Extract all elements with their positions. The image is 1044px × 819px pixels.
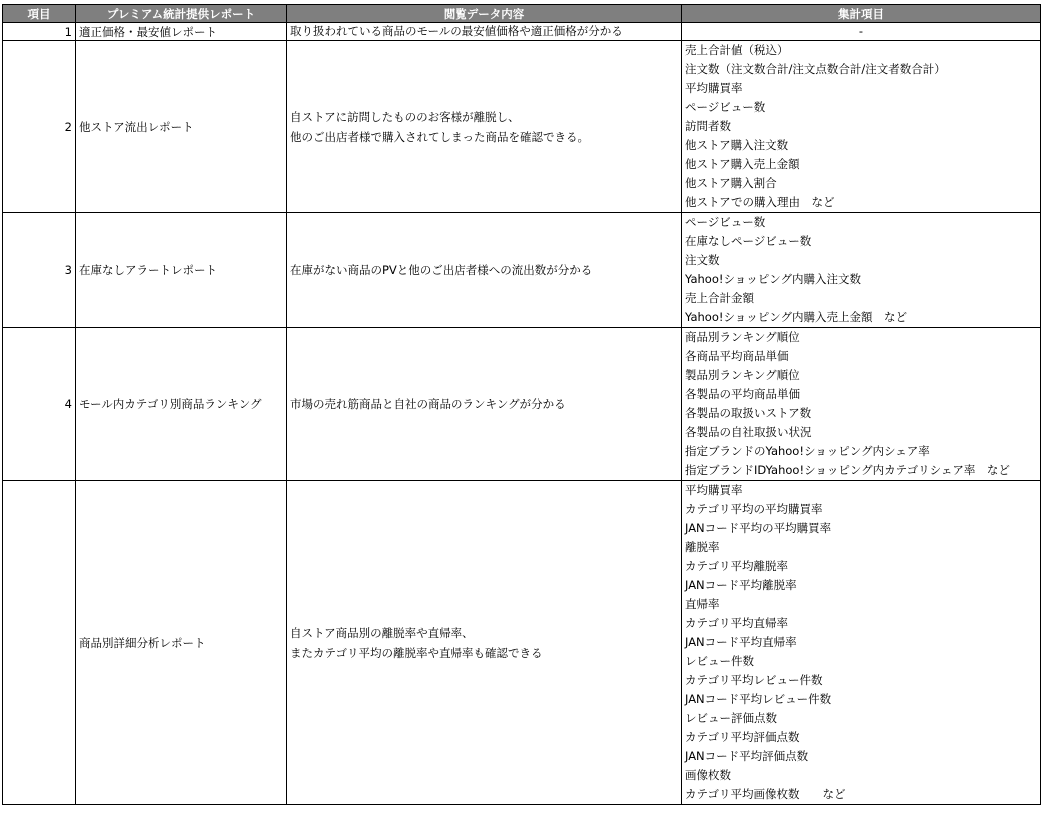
metric-item: ページビュー数 [685,100,766,114]
header-content: 閲覧データ内容 [287,5,682,23]
content-line: またカテゴリ平均の離脱率や直帰率も確認できる [290,645,543,660]
metric-item: カテゴリ平均レビュー件数 [685,673,823,687]
content-line: 在庫がない商品のPVと他のご出店者様への流出数が分かる [290,263,593,277]
report-name: 他ストア流出レポート [76,41,287,213]
table-row [3,41,1041,213]
table-row [3,23,1041,41]
report-content [287,328,682,481]
metric-item: 各商品平均商品単価 [685,349,789,363]
metric-item: 各製品の平均商品単価 [685,387,800,401]
header-row [3,5,1041,23]
header-report-name: プレミアム統計提供レポート [76,5,287,23]
metric-item: Yahoo!ショッピング内購入注文数 [685,272,861,286]
content-line: 自ストア商品別の離脱率や直帰率、 [290,625,474,640]
metric-item: 離脱率 [685,540,720,554]
content-line: 他のご出店者様で購入されてしまった商品を確認できる。 [290,129,589,144]
table-row [3,328,1041,481]
metric-item: 他ストアでの購入理由 など [685,195,835,209]
metric-item: レビュー評価点数 [685,711,777,725]
metric-item: 各製品の自社取扱い状況 [685,425,812,439]
report-content [287,23,682,41]
content-line: 取り扱われている商品のモールの最安値価格や適正価格が分かる [290,24,623,38]
metrics-cell [682,481,1041,805]
metric-item: 平均購買率 [685,81,743,95]
metrics-cell [682,41,1041,213]
metric-item: カテゴリ平均画像枚数 など [685,787,846,801]
metric-item: JANコード平均レビュー件数 [685,692,832,706]
metrics-cell [682,213,1041,328]
metric-item: 直帰率 [685,597,720,611]
report-name: 適正価格・最安値レポート [76,23,287,41]
report-name: 商品別詳細分析レポート [76,481,287,805]
report-content [287,481,682,805]
metric-item: 他ストア購入注文数 [685,138,789,152]
row-number [3,481,76,805]
metric-item: カテゴリ平均の平均購買率 [685,502,823,516]
metric-item: JANコード平均評価点数 [685,749,809,763]
metric-item: 注文数 [685,253,720,267]
row-number: 1 [3,23,76,41]
metric-item: 他ストア購入売上金額 [685,157,800,171]
premium-report-table [2,4,1041,805]
metric-item: レビュー件数 [685,654,754,668]
metric-item: ページビュー数 [685,215,766,229]
metric-item: Yahoo!ショッピング内購入売上金額 など [685,310,907,324]
content-line: 市場の売れ筋商品と自社の商品のランキングが分かる [290,397,566,411]
header-metrics: 集計項目 [682,5,1041,23]
report-name: モール内カテゴリ別商品ランキング [76,328,287,481]
metric-item: カテゴリ平均直帰率 [685,616,789,630]
metric-item: - [858,24,864,38]
metric-item: 訪問者数 [685,119,731,133]
metric-item: 売上合計値（税込） [685,43,789,57]
header-item-number: 項目 [3,5,76,23]
metric-item: 指定ブランドのYahoo!ショッピング内シェア率 [685,444,930,458]
metric-item: 他ストア購入割合 [685,176,777,190]
row-number: 4 [3,328,76,481]
metric-item: 平均購買率 [685,483,743,497]
row-number: 3 [3,213,76,328]
metric-item: 指定ブランドIDYahoo!ショッピング内カテゴリシェア率 など [685,463,1010,477]
metric-item: 画像枚数 [685,768,731,782]
metrics-cell [682,23,1041,41]
table-row [3,213,1041,328]
content-line: 自ストアに訪問したもののお客様が離脱し、 [290,109,520,124]
metric-item: 売上合計金額 [685,291,754,305]
metric-item: JANコード平均離脱率 [685,578,797,592]
metric-item: JANコード平均の平均購買率 [685,521,832,535]
metric-item: 注文数（注文数合計/注文点数合計/注文者数合計） [685,62,946,76]
metric-item: JANコード平均直帰率 [685,635,797,649]
metric-item: 在庫なしページビュー数 [685,234,812,248]
metrics-cell [682,328,1041,481]
metric-item: 製品別ランキング順位 [685,368,800,382]
report-name: 在庫なしアラートレポート [76,213,287,328]
metric-item: 各製品の取扱いストア数 [685,406,812,420]
metric-item: 商品別ランキング順位 [685,330,800,344]
report-content [287,41,682,213]
table-row [3,481,1041,805]
row-number: 2 [3,41,76,213]
metric-item: カテゴリ平均離脱率 [685,559,789,573]
metric-item: カテゴリ平均評価点数 [685,730,800,744]
report-content [287,213,682,328]
